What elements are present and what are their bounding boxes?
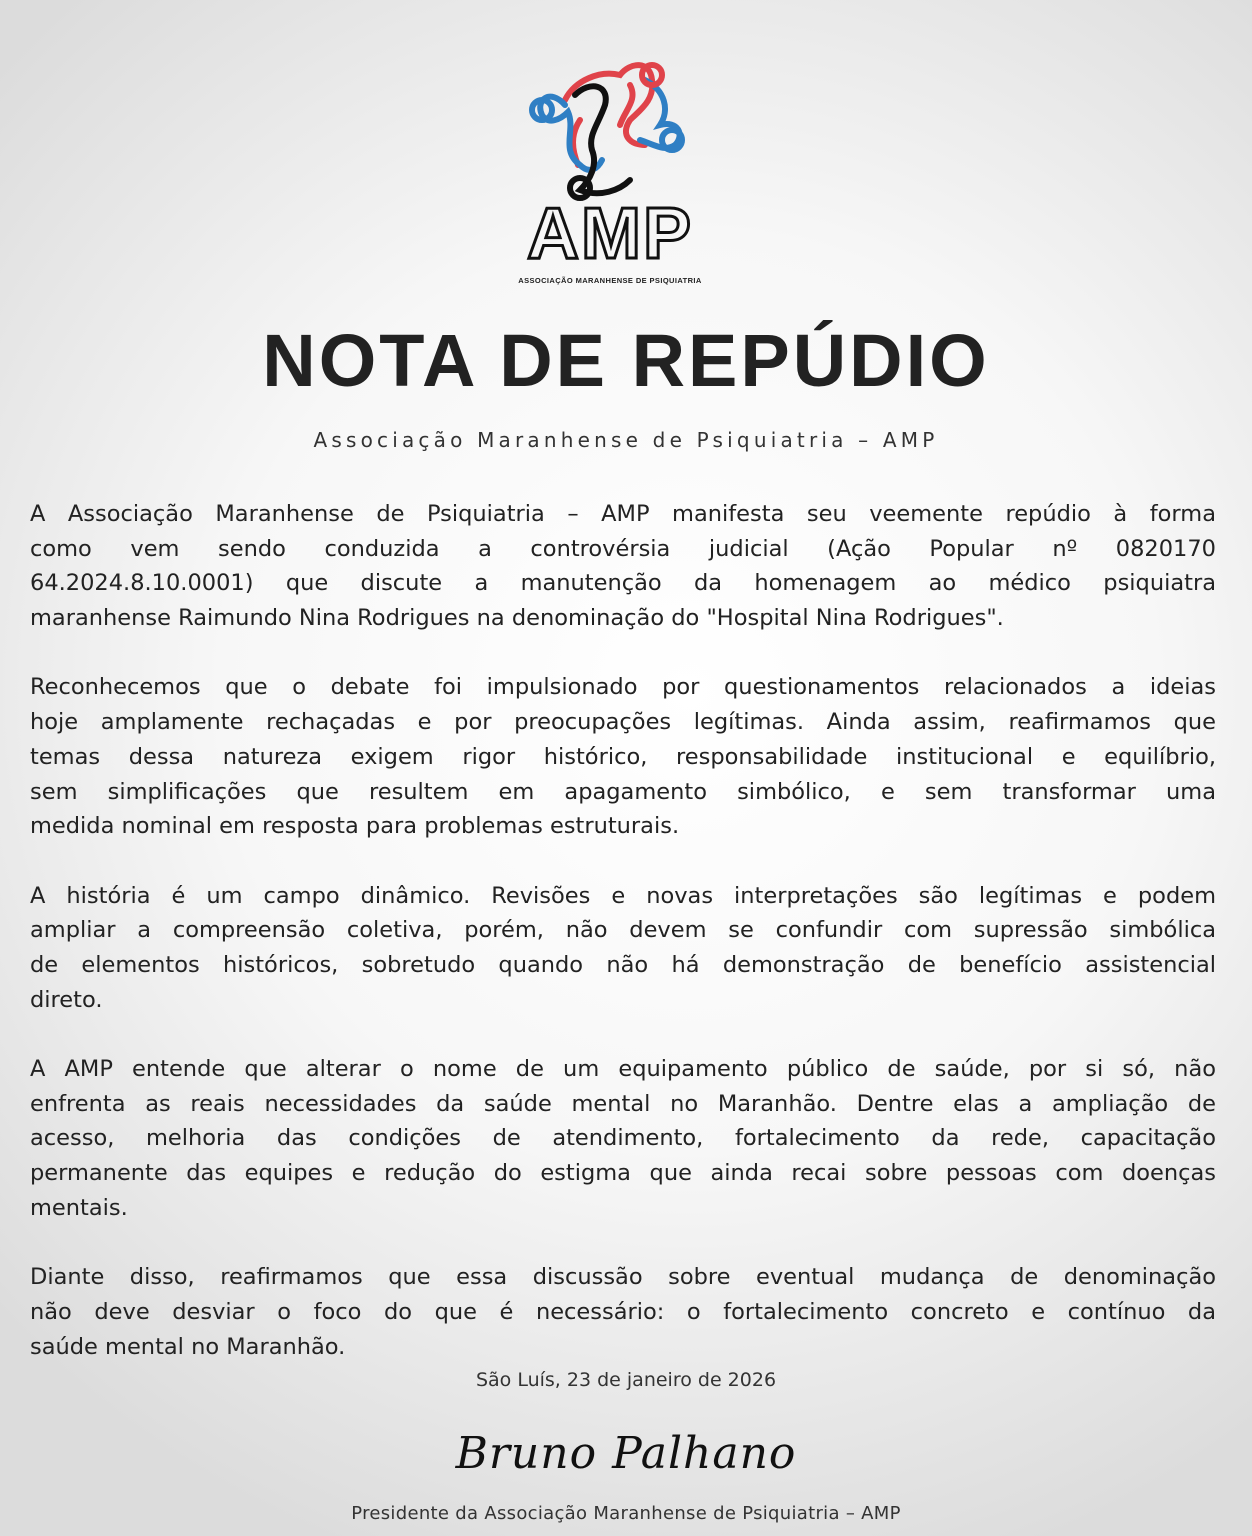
paragraph-line: temas dessa natureza exigem rigor histórico, responsabilidade institucional e equilíbrio,	[30, 743, 1216, 770]
logo-org-name: ASSOCIAÇÃO MARANHENSE DE PSIQUIATRIA	[518, 276, 702, 285]
paragraph-line: saúde mental no Maranhão.	[30, 1333, 346, 1360]
paragraph-line: 64.2024.8.10.0001) que discute a manutenção da homenagem ao médico psiquiatra	[30, 570, 1216, 597]
paragraph-line: permanente das equipes e redução do estigma que ainda recai sobre pessoas com doenças	[30, 1160, 1216, 1187]
paragraph-line: Reconhecemos que o debate foi impulsionado por questionamentos relacionados a ideias	[30, 674, 1216, 701]
document-title: NOTA DE REPÚDIO	[262, 319, 990, 402]
body-paragraph	[30, 1052, 1216, 1225]
body-paragraph	[30, 879, 1216, 1018]
paragraph-line: enfrenta as reais necessidades da saúde mental no Maranhão. Dentre elas a ampliação de	[30, 1090, 1216, 1117]
paragraph-line: como vem sendo conduzida a controvérsia judicial (Ação Popular nº 0820170	[30, 535, 1216, 562]
paragraph-line: A Associação Maranhense de Psiquiatria – AMP manifesta seu veemente repúdio à forma	[30, 501, 1216, 527]
document-subtitle: Associação Maranhense de Psiquiatria – AMP	[313, 428, 939, 452]
amp-brain-logo-icon	[480, 40, 740, 290]
paragraph-line: hoje amplamente rechaçadas e por preocupações legítimas. Ainda assim, reafirmamos que	[30, 709, 1216, 736]
body-paragraph	[30, 670, 1216, 843]
paragraph-line: acesso, melhoria das condições de atendimento, fortalecimento da rede, capacitação	[30, 1125, 1216, 1152]
paragraph-line: de elementos históricos, sobretudo quando não há demonstração de benefício assistencial	[30, 951, 1216, 978]
logo-acronym: AMP	[527, 194, 693, 274]
handwritten-signature: Bruno Palhano	[455, 1428, 797, 1479]
paragraph-line: ampliar a compreensão coletiva, porém, não devem se confundir com supressão simbólica	[30, 917, 1216, 944]
paragraph-line: Diante disso, reafirmamos que essa discussão sobre eventual mudança de denominação	[30, 1264, 1216, 1291]
body-paragraph	[30, 1260, 1216, 1364]
amp-logo	[480, 40, 740, 290]
paragraph-line: direto.	[30, 986, 103, 1013]
body-paragraph	[30, 497, 1216, 636]
document-date: São Luís, 23 de janeiro de 2026	[475, 1369, 777, 1391]
paragraph-line: mentais.	[30, 1194, 128, 1221]
signer-title: Presidente da Associação Maranhense de Psiquiatria – AMP	[351, 1503, 901, 1524]
paragraph-line: sem simplificações que resultem em apagamento simbólico, e sem transformar uma	[30, 778, 1216, 805]
paragraph-line: A AMP entende que alterar o nome de um equipamento público de saúde, por si só, não	[30, 1056, 1216, 1082]
paragraph-line: A história é um campo dinâmico. Revisões e novas interpretações são legítimas e podem	[30, 882, 1216, 909]
paragraph-line: maranhense Raimundo Nina Rodrigues na denominação do "Hospital Nina Rodrigues".	[30, 605, 1004, 632]
document-body	[30, 497, 1216, 1399]
paragraph-line: medida nominal em resposta para problemas estruturais.	[30, 813, 680, 840]
paragraph-line: não deve desviar o foco do que é necessário: o fortalecimento concreto e contínuo da	[30, 1298, 1216, 1325]
